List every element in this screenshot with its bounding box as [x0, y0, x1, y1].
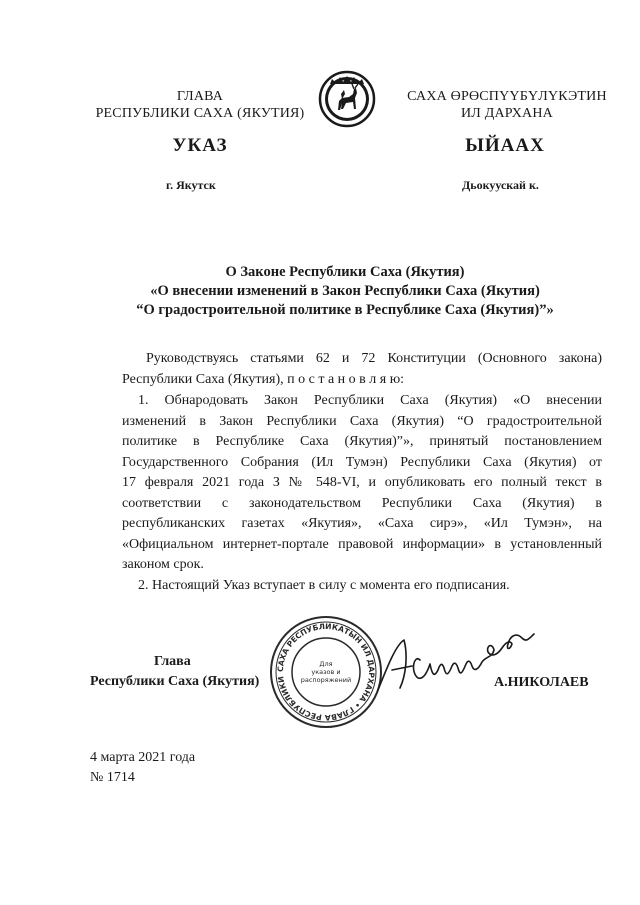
- official-stamp: [268, 614, 384, 730]
- document-date: 4 марта 2021 года: [90, 750, 196, 765]
- body-line: «Официальном интернет-портале правовой информации» в установленный: [122, 537, 602, 552]
- stamp-seal-icon: [268, 614, 384, 730]
- body-line: соответствии с законодательством Республики Саха (Якутия) в: [122, 496, 602, 511]
- header-left-line1: ГЛАВА: [176, 89, 224, 104]
- body-line: 17 февраля 2021 года З № 548-VI, и опубликовать его полный текст в: [122, 475, 602, 490]
- coat-of-arms-emblem: [318, 70, 376, 128]
- body-line: изменений в Закон Республики Саха (Якутия) “О градостроительной: [122, 414, 602, 429]
- doc-type-sakha: ЫЙААХ: [465, 135, 545, 156]
- document-number: № 1714: [90, 770, 135, 785]
- signatory-title-line2: Республики Саха (Якутия): [90, 674, 260, 689]
- header-left-line2: РЕСПУБЛИКИ САХА (ЯКУТИЯ): [95, 106, 305, 121]
- body-line: законом срок.: [122, 557, 204, 572]
- doc-type-ru: УКАЗ: [172, 135, 228, 156]
- body-line: Государственного Собрания (Ил Тумэн) Республики Саха (Якутия) от: [122, 455, 602, 470]
- document-footer: [90, 748, 195, 788]
- title-line3: “О градостроительной политике в Республике Саха (Якутия)”»: [136, 302, 554, 318]
- signatory-name: А.НИКОЛАЕВ: [494, 675, 589, 690]
- emblem-icon: [318, 70, 376, 128]
- body-line: политике в Республике Саха (Якутия)”», принятый постановлением: [122, 434, 602, 449]
- body-line: Руководствуясь статьями 62 и 72 Конституции (Основного закона): [146, 351, 602, 366]
- body-line: Республики Саха (Якутия), п о с т а н о в л я ю:: [122, 372, 405, 387]
- stamp-ring-text: САХА РЕСПУБЛИКАТЫН ИЛ ДАРХАНА • ГЛАВА РЕСПУБЛИКИ: [275, 621, 377, 723]
- stamp-center-line3: распоряжений: [300, 676, 352, 684]
- signatory-title-line1: Глава: [154, 654, 191, 669]
- body-line: 1. Обнародовать Закон Республики Саха (Якутия) «О внесении: [138, 393, 602, 408]
- header-right: [392, 88, 622, 122]
- city-sakha: Дьокуускай к.: [462, 178, 539, 192]
- body-line: 2. Настоящий Указ вступает в силу с момента его подписания.: [138, 578, 510, 593]
- document-title: [60, 263, 630, 320]
- title-line1: О Законе Республики Саха (Якутия): [225, 264, 465, 280]
- header-right-line1: САХА ӨРӨСПҮҮБҮЛҮКЭТИН: [407, 89, 607, 104]
- header-right-line2: ИЛ ДАРХАНА: [460, 106, 553, 121]
- title-line2: «О внесении изменений в Закон Республики Саха (Якутия): [150, 283, 540, 299]
- body-line: республиканских газетах «Якутия», «Саха сирэ», «Ил Тумэн», на: [122, 516, 602, 531]
- city-ru: г. Якутск: [166, 178, 216, 192]
- stamp-center-line1: Для: [319, 660, 333, 668]
- signatory-title: [90, 652, 280, 692]
- stamp-center-line2: указов и: [311, 668, 341, 676]
- header-left: [90, 88, 310, 122]
